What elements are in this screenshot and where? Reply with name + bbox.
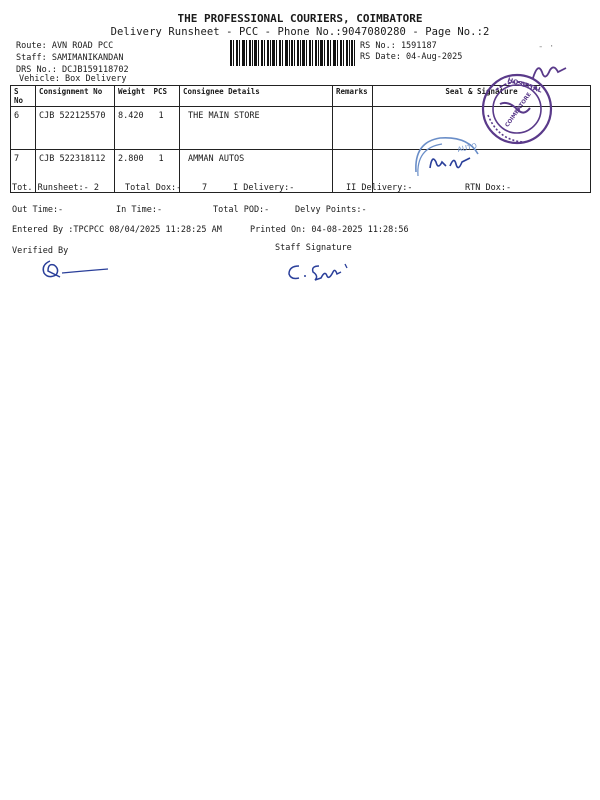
out-time: Out Time:- bbox=[12, 205, 64, 215]
col-header-weight: Weight bbox=[115, 86, 151, 107]
drs-number: DRS No.: DCJB159118702 bbox=[16, 65, 129, 75]
in-time: In Time:- bbox=[116, 205, 163, 215]
col-header-consignment: Consignment No bbox=[36, 86, 115, 107]
cell-consignee: AMMAN AUTOS bbox=[180, 150, 333, 193]
seal-signature-scribble bbox=[530, 60, 570, 85]
verified-by-label: Verified By bbox=[12, 246, 69, 256]
stamp-ring-text: COIMBATORE bbox=[504, 91, 533, 129]
col-header-remarks: Remarks bbox=[333, 86, 373, 107]
cell-pcs: 1 bbox=[151, 107, 180, 150]
staff-label: Staff: SAMIMANIKANDAN bbox=[16, 53, 124, 63]
stamp-text: HOSPITAL bbox=[506, 75, 544, 95]
col-header-consignee: Consignee Details bbox=[180, 86, 333, 107]
cell-consignee: THE MAIN STORE bbox=[180, 107, 333, 150]
delvy-points: Delvy Points:- bbox=[295, 205, 367, 215]
i-delivery: I Delivery:- bbox=[233, 183, 295, 193]
col-header-pcs: PCS bbox=[151, 86, 180, 107]
ii-delivery: II Delivery:- bbox=[346, 183, 413, 193]
cell-sno: 6 bbox=[11, 107, 36, 150]
company-title: THE PROFESSIONAL COURIERS, COIMBATORE bbox=[177, 12, 423, 25]
rs-date: RS Date: 04-Aug-2025 bbox=[360, 52, 463, 62]
tot-runsheet: Tot. Runsheet:- 2 bbox=[12, 183, 99, 193]
auto-stamp-text: AUTO bbox=[456, 142, 478, 154]
cell-consignment-no: CJB 522318112 bbox=[36, 150, 115, 193]
vehicle-label: Vehicle: Box Delivery bbox=[19, 74, 127, 84]
staff-signature bbox=[285, 258, 355, 286]
col-header-sno: S No bbox=[11, 86, 36, 107]
total-dox-value: 7 bbox=[202, 183, 208, 193]
runsheet-subtitle: Delivery Runsheet - PCC - Phone No.:9047080280 - Page No.:2 bbox=[110, 26, 490, 38]
route-label: Route: AVN ROAD PCC bbox=[16, 41, 114, 51]
col-header-seal: Seal & Signature bbox=[373, 86, 591, 107]
cell-weight: 8.420 bbox=[115, 107, 151, 150]
total-dox-label: Total Dox:- bbox=[125, 183, 182, 193]
staff-signature-label: Staff Signature bbox=[275, 243, 352, 253]
rtn-dox: RTN Dox:- bbox=[465, 183, 512, 193]
barcode-image bbox=[230, 40, 355, 66]
auto-seal-stamp bbox=[410, 132, 482, 182]
faint-mark: - · bbox=[538, 42, 555, 52]
verified-signature bbox=[38, 257, 113, 282]
cell-pcs: 1 bbox=[151, 150, 180, 193]
entered-by: Entered By :TPCPCC 08/04/2025 11:28:25 AM bbox=[12, 225, 222, 235]
rs-number: RS No.: 1591187 bbox=[360, 41, 437, 51]
cell-sno: 7 bbox=[11, 150, 36, 193]
cell-consignment-no: CJB 522125570 bbox=[36, 107, 115, 150]
cell-remarks bbox=[333, 107, 373, 150]
printed-on: Printed On: 04-08-2025 11:28:56 bbox=[250, 225, 409, 235]
cell-weight: 2.800 bbox=[115, 150, 151, 193]
total-pod: Total POD:- bbox=[213, 205, 270, 215]
